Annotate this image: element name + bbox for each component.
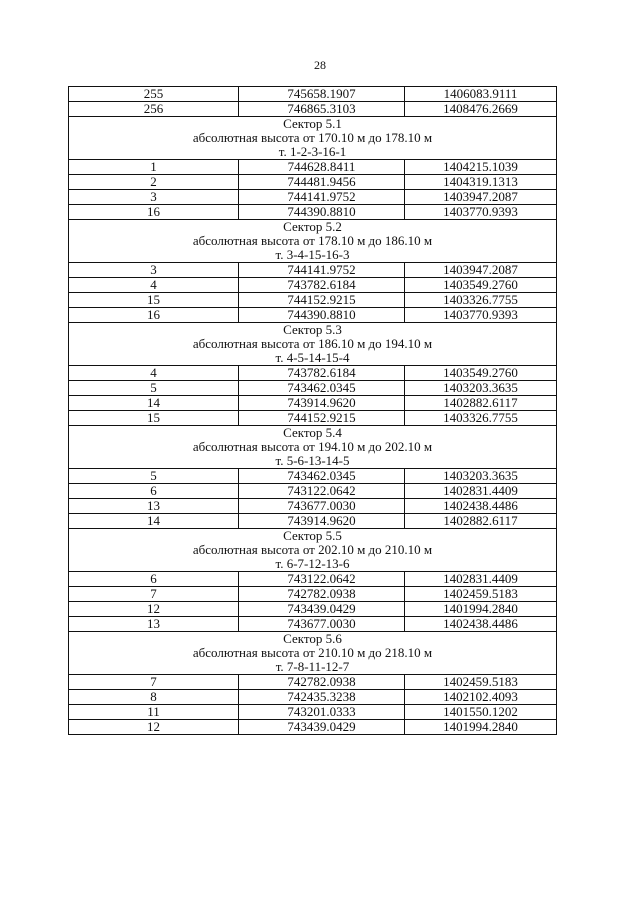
- table-row: [69, 366, 557, 381]
- sector-header-row: [69, 632, 557, 647]
- sector-header-row: [69, 660, 557, 675]
- point-number-cell: 6: [69, 572, 239, 587]
- coord-y-cell: 1402438.4486: [405, 499, 557, 514]
- table-row: [69, 278, 557, 293]
- table-row: [69, 102, 557, 117]
- coord-x-cell: 746865.3103: [239, 102, 405, 117]
- sector-header-text: абсолютная высота от 202.10 м до 210.10 м: [69, 543, 557, 557]
- point-number-cell: 2: [69, 175, 239, 190]
- sector-header-row: [69, 529, 557, 544]
- coord-y-cell: 1402438.4486: [405, 617, 557, 632]
- point-number-cell: 15: [69, 411, 239, 426]
- sector-header-row: [69, 440, 557, 454]
- sector-header-text: т. 7-8-11-12-7: [69, 660, 557, 675]
- point-number-cell: 15: [69, 293, 239, 308]
- coord-x-cell: 743462.0345: [239, 469, 405, 484]
- coordinates-table: [68, 86, 557, 735]
- coord-y-cell: 1408476.2669: [405, 102, 557, 117]
- sector-header-text: абсолютная высота от 194.10 м до 202.10 м: [69, 440, 557, 454]
- coord-y-cell: 1403549.2760: [405, 278, 557, 293]
- point-number-cell: 4: [69, 278, 239, 293]
- sector-header-text: т. 4-5-14-15-4: [69, 351, 557, 366]
- coord-x-cell: 743782.6184: [239, 278, 405, 293]
- table-row: [69, 87, 557, 102]
- sector-header-text: Сектор 5.2: [69, 220, 557, 235]
- coord-y-cell: 1403203.3635: [405, 381, 557, 396]
- coord-y-cell: 1403203.3635: [405, 469, 557, 484]
- sector-header-text: Сектор 5.3: [69, 323, 557, 338]
- point-number-cell: 13: [69, 499, 239, 514]
- table-row: [69, 720, 557, 735]
- table-row: [69, 499, 557, 514]
- point-number-cell: 14: [69, 514, 239, 529]
- coord-x-cell: 744152.9215: [239, 293, 405, 308]
- coord-y-cell: 1402102.4093: [405, 690, 557, 705]
- table-row: [69, 205, 557, 220]
- point-number-cell: 256: [69, 102, 239, 117]
- coord-x-cell: 743677.0030: [239, 499, 405, 514]
- coord-y-cell: 1401994.2840: [405, 602, 557, 617]
- page-number: 28: [314, 58, 326, 72]
- table-row: [69, 263, 557, 278]
- coord-y-cell: 1404215.1039: [405, 160, 557, 175]
- table-row: [69, 381, 557, 396]
- sector-header-text: т. 3-4-15-16-3: [69, 248, 557, 263]
- point-number-cell: 7: [69, 675, 239, 690]
- table-row: [69, 617, 557, 632]
- table-row: [69, 293, 557, 308]
- coord-x-cell: 744152.9215: [239, 411, 405, 426]
- sector-header-text: абсолютная высота от 186.10 м до 194.10 м: [69, 337, 557, 351]
- sector-header-text: абсолютная высота от 210.10 м до 218.10 м: [69, 646, 557, 660]
- coord-x-cell: 744628.8411: [239, 160, 405, 175]
- coord-x-cell: 743914.9620: [239, 396, 405, 411]
- sector-header-text: Сектор 5.1: [69, 117, 557, 132]
- sector-header-row: [69, 543, 557, 557]
- table-row: [69, 411, 557, 426]
- coord-x-cell: 744141.9752: [239, 190, 405, 205]
- table-row: [69, 690, 557, 705]
- coord-x-cell: 743782.6184: [239, 366, 405, 381]
- table-row: [69, 396, 557, 411]
- sector-header-row: [69, 646, 557, 660]
- coord-y-cell: 1402459.5183: [405, 587, 557, 602]
- coordinates-table-body: [69, 87, 557, 735]
- sector-header-text: абсолютная высота от 170.10 м до 178.10 м: [69, 131, 557, 145]
- point-number-cell: 4: [69, 366, 239, 381]
- coord-x-cell: 743122.0642: [239, 484, 405, 499]
- sector-header-row: [69, 351, 557, 366]
- coord-x-cell: 743677.0030: [239, 617, 405, 632]
- sector-header-text: т. 5-6-13-14-5: [69, 454, 557, 469]
- coord-y-cell: 1401550.1202: [405, 705, 557, 720]
- point-number-cell: 16: [69, 308, 239, 323]
- point-number-cell: 7: [69, 587, 239, 602]
- coord-x-cell: 745658.1907: [239, 87, 405, 102]
- sector-header-row: [69, 117, 557, 132]
- coord-x-cell: 742435.3238: [239, 690, 405, 705]
- coord-y-cell: 1402831.4409: [405, 572, 557, 587]
- sector-header-row: [69, 220, 557, 235]
- table-row: [69, 514, 557, 529]
- coord-y-cell: 1403549.2760: [405, 366, 557, 381]
- coord-y-cell: 1403326.7755: [405, 411, 557, 426]
- point-number-cell: 16: [69, 205, 239, 220]
- sector-header-row: [69, 248, 557, 263]
- point-number-cell: 5: [69, 381, 239, 396]
- sector-header-text: Сектор 5.4: [69, 426, 557, 441]
- coord-y-cell: 1402882.6117: [405, 396, 557, 411]
- coord-y-cell: 1403947.2087: [405, 190, 557, 205]
- sector-header-text: т. 6-7-12-13-6: [69, 557, 557, 572]
- table-row: [69, 190, 557, 205]
- point-number-cell: 255: [69, 87, 239, 102]
- table-row: [69, 175, 557, 190]
- table-row: [69, 484, 557, 499]
- sector-header-row: [69, 323, 557, 338]
- point-number-cell: 5: [69, 469, 239, 484]
- coord-y-cell: 1402882.6117: [405, 514, 557, 529]
- point-number-cell: 3: [69, 263, 239, 278]
- point-number-cell: 11: [69, 705, 239, 720]
- point-number-cell: 12: [69, 720, 239, 735]
- sector-header-text: Сектор 5.6: [69, 632, 557, 647]
- coord-x-cell: 743122.0642: [239, 572, 405, 587]
- coord-x-cell: 744141.9752: [239, 263, 405, 278]
- point-number-cell: 12: [69, 602, 239, 617]
- coord-y-cell: 1402831.4409: [405, 484, 557, 499]
- coord-x-cell: 743201.0333: [239, 705, 405, 720]
- coord-x-cell: 743439.0429: [239, 720, 405, 735]
- sector-header-text: Сектор 5.5: [69, 529, 557, 544]
- coord-x-cell: 743914.9620: [239, 514, 405, 529]
- coord-y-cell: 1402459.5183: [405, 675, 557, 690]
- sector-header-row: [69, 557, 557, 572]
- sector-header-text: т. 1-2-3-16-1: [69, 145, 557, 160]
- coord-x-cell: 744390.8810: [239, 308, 405, 323]
- point-number-cell: 14: [69, 396, 239, 411]
- table-row: [69, 469, 557, 484]
- coord-y-cell: 1403770.9393: [405, 308, 557, 323]
- table-row: [69, 675, 557, 690]
- sector-header-row: [69, 426, 557, 441]
- point-number-cell: 6: [69, 484, 239, 499]
- coord-x-cell: 742782.0938: [239, 587, 405, 602]
- sector-header-text: абсолютная высота от 178.10 м до 186.10 м: [69, 234, 557, 248]
- point-number-cell: 1: [69, 160, 239, 175]
- table-row: [69, 572, 557, 587]
- sector-header-row: [69, 234, 557, 248]
- coord-x-cell: 744390.8810: [239, 205, 405, 220]
- coord-y-cell: 1404319.1313: [405, 175, 557, 190]
- point-number-cell: 8: [69, 690, 239, 705]
- point-number-cell: 3: [69, 190, 239, 205]
- coord-y-cell: 1403947.2087: [405, 263, 557, 278]
- table-row: [69, 587, 557, 602]
- table-row: [69, 160, 557, 175]
- coord-x-cell: 744481.9456: [239, 175, 405, 190]
- table-row: [69, 308, 557, 323]
- sector-header-row: [69, 145, 557, 160]
- coord-y-cell: 1401994.2840: [405, 720, 557, 735]
- coord-y-cell: 1403770.9393: [405, 205, 557, 220]
- coord-x-cell: 742782.0938: [239, 675, 405, 690]
- point-number-cell: 13: [69, 617, 239, 632]
- coord-y-cell: 1406083.9111: [405, 87, 557, 102]
- coord-x-cell: 743462.0345: [239, 381, 405, 396]
- table-row: [69, 602, 557, 617]
- sector-header-row: [69, 337, 557, 351]
- coord-y-cell: 1403326.7755: [405, 293, 557, 308]
- sector-header-row: [69, 454, 557, 469]
- coord-x-cell: 743439.0429: [239, 602, 405, 617]
- table-row: [69, 705, 557, 720]
- sector-header-row: [69, 131, 557, 145]
